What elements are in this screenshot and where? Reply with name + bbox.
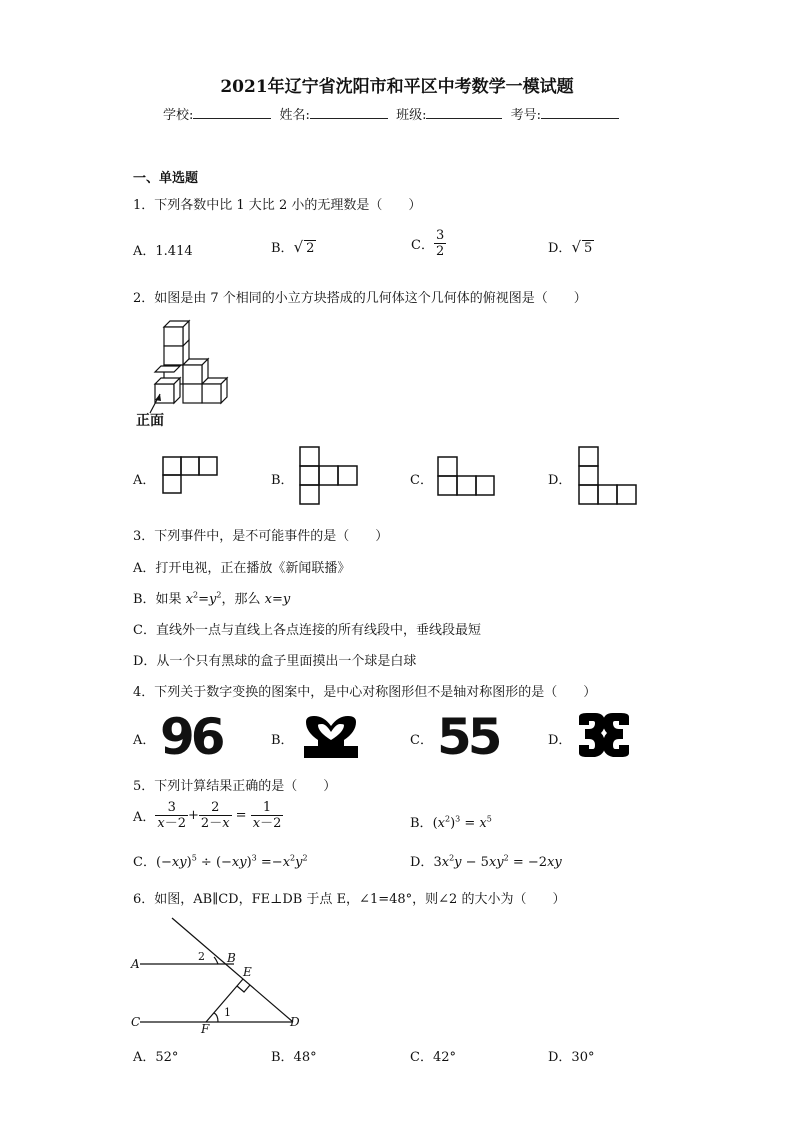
q3-b-prefix: B．如果: [133, 592, 186, 607]
q2-option-a-grid[interactable]: [162, 456, 222, 498]
q5-d-label: D．: [410, 855, 434, 870]
q1-d-radicand: 5: [584, 241, 593, 256]
right-angle-mark: [237, 985, 250, 992]
q2-option-b-label[interactable]: B．: [271, 473, 294, 488]
front-label: 正面: [136, 413, 164, 429]
q5-option-c[interactable]: C．$(-xy)^5 \div (-xy)^3 =-x^2y^2$: [133, 853, 308, 870]
q2-option-c-grid[interactable]: [437, 456, 497, 498]
radical-sign: √: [293, 238, 304, 256]
q4-option-b-label[interactable]: B．: [271, 733, 294, 748]
denominator: 2: [435, 244, 445, 259]
fraction: $\frac{1}{x-2}$: [252, 800, 282, 831]
q2-option-c-label[interactable]: C．: [410, 473, 433, 488]
q5-stem: 5．下列计算结果正确的是（ ）: [133, 779, 337, 794]
page-title: 2021年辽宁省沈阳市和平区中考数学一模试题: [220, 77, 574, 97]
name-label: 姓名:: [279, 108, 310, 123]
q4-pattern-heart-shape[interactable]: [300, 714, 362, 760]
radical-sign: √: [571, 238, 581, 256]
q3-option-c[interactable]: C．直线外一点与直线上各点连接的所有线段中，垂线段最短: [133, 623, 481, 638]
name-blank[interactable]: [310, 106, 388, 119]
q5-c-label: C．: [133, 855, 156, 870]
q2-option-d-label[interactable]: D．: [548, 473, 572, 488]
q6-option-c[interactable]: C．42°: [410, 1050, 456, 1065]
point-b-label: B: [227, 951, 236, 965]
q6-geometry-figure: [128, 912, 318, 1038]
q4-option-d-label[interactable]: D．: [548, 733, 572, 748]
section-heading: 一、单选题: [133, 171, 199, 186]
number-label: 考号:: [510, 108, 541, 123]
q5-b-label: B．: [410, 816, 433, 831]
fraction: $\frac{3}{x-2}$: [157, 800, 187, 831]
q5-a-label: A．: [133, 810, 156, 825]
q1-b-label: B．: [271, 241, 294, 256]
q1-d-label: D．: [548, 241, 572, 256]
line-db: [172, 918, 293, 1022]
q1-a-label: A．: [133, 244, 156, 259]
q4-pattern-55[interactable]: 55: [437, 708, 499, 766]
q4-option-a-label[interactable]: A．: [133, 733, 156, 748]
q6-option-b[interactable]: B．48°: [271, 1050, 317, 1065]
q4-pattern-96[interactable]: 96: [160, 708, 222, 766]
q2-stem: 2．如图是由 7 个相同的小立方块搭成的几何体这个几何体的俯视图是（ ）: [133, 291, 587, 306]
numerator: 3: [435, 228, 445, 243]
q1-c-fraction: [434, 228, 446, 259]
q2-option-a-label[interactable]: A．: [133, 473, 156, 488]
q1-c-label: C．: [411, 238, 434, 253]
q1-a-value: 1.414: [155, 244, 193, 259]
fraction: $\frac{2}{2-x}$: [200, 800, 230, 831]
point-d-label: D: [290, 1015, 300, 1029]
school-blank[interactable]: [193, 106, 271, 119]
q3-b-middle: ，那么: [221, 592, 265, 607]
q3-stem: 3．下列事件中，是不可能事件的是（ ）: [133, 529, 389, 544]
angle2-arc: [214, 957, 218, 964]
q4-pattern-3e-shape[interactable]: [575, 711, 633, 767]
school-label: 学校:: [163, 108, 194, 123]
q1-option-b[interactable]: [271, 237, 316, 256]
q6-option-a[interactable]: A．52°: [133, 1050, 179, 1065]
point-f-label: F: [201, 1022, 210, 1036]
q3-option-b[interactable]: B．如果 $x^2=y^2$，那么 x=y: [133, 590, 291, 607]
q4-stem: 4．下列关于数字变换的图案中，是中心对称图形但不是轴对称图形的是（ ）: [133, 685, 597, 700]
q1-option-a[interactable]: [133, 240, 193, 259]
q1-option-d[interactable]: [548, 237, 594, 256]
student-info-line: [163, 104, 619, 123]
q5-option-b[interactable]: B．$(x^2)^3 = x^5$: [410, 814, 492, 831]
class-label: 班级:: [396, 108, 427, 123]
q3-option-d[interactable]: D．从一个只有黑球的盒子里面摸出一个球是白球: [133, 654, 417, 669]
q3-option-a[interactable]: A．打开电视，正在播放《新闻联播》: [133, 561, 351, 576]
q6-option-d[interactable]: D．30°: [548, 1050, 595, 1065]
angle1-label: 1: [224, 1006, 231, 1019]
q5-option-d[interactable]: D．$3x^2y - 5xy^2 = -2xy$: [410, 853, 562, 870]
point-a-label: A: [131, 957, 140, 971]
point-e-label: E: [243, 965, 252, 979]
q1-option-c[interactable]: [411, 228, 446, 259]
q2-option-b-grid[interactable]: [299, 446, 361, 508]
q1-stem: 1．下列各数中比 1 大比 2 小的无理数是（ ）: [133, 198, 422, 213]
q2-option-d-grid[interactable]: [578, 446, 640, 508]
number-blank[interactable]: [541, 106, 619, 119]
angle1-arc: [214, 1013, 218, 1022]
q4-option-c-label[interactable]: C．: [410, 733, 433, 748]
point-c-label: C: [131, 1015, 141, 1029]
q5-option-a[interactable]: A． $\frac{3}{x-2}$ + $\frac{2}{2-x}$ = $\frac{1}{x-2}$: [133, 800, 282, 831]
angle2-label: 2: [198, 950, 205, 963]
q6-stem: 6．如图，AB∥CD，FE⊥DB 于点 E，∠1=48°，则∠2 的大小为（ ）: [133, 892, 566, 907]
q1-b-radicand: 2: [306, 241, 315, 256]
class-blank[interactable]: [426, 106, 502, 119]
